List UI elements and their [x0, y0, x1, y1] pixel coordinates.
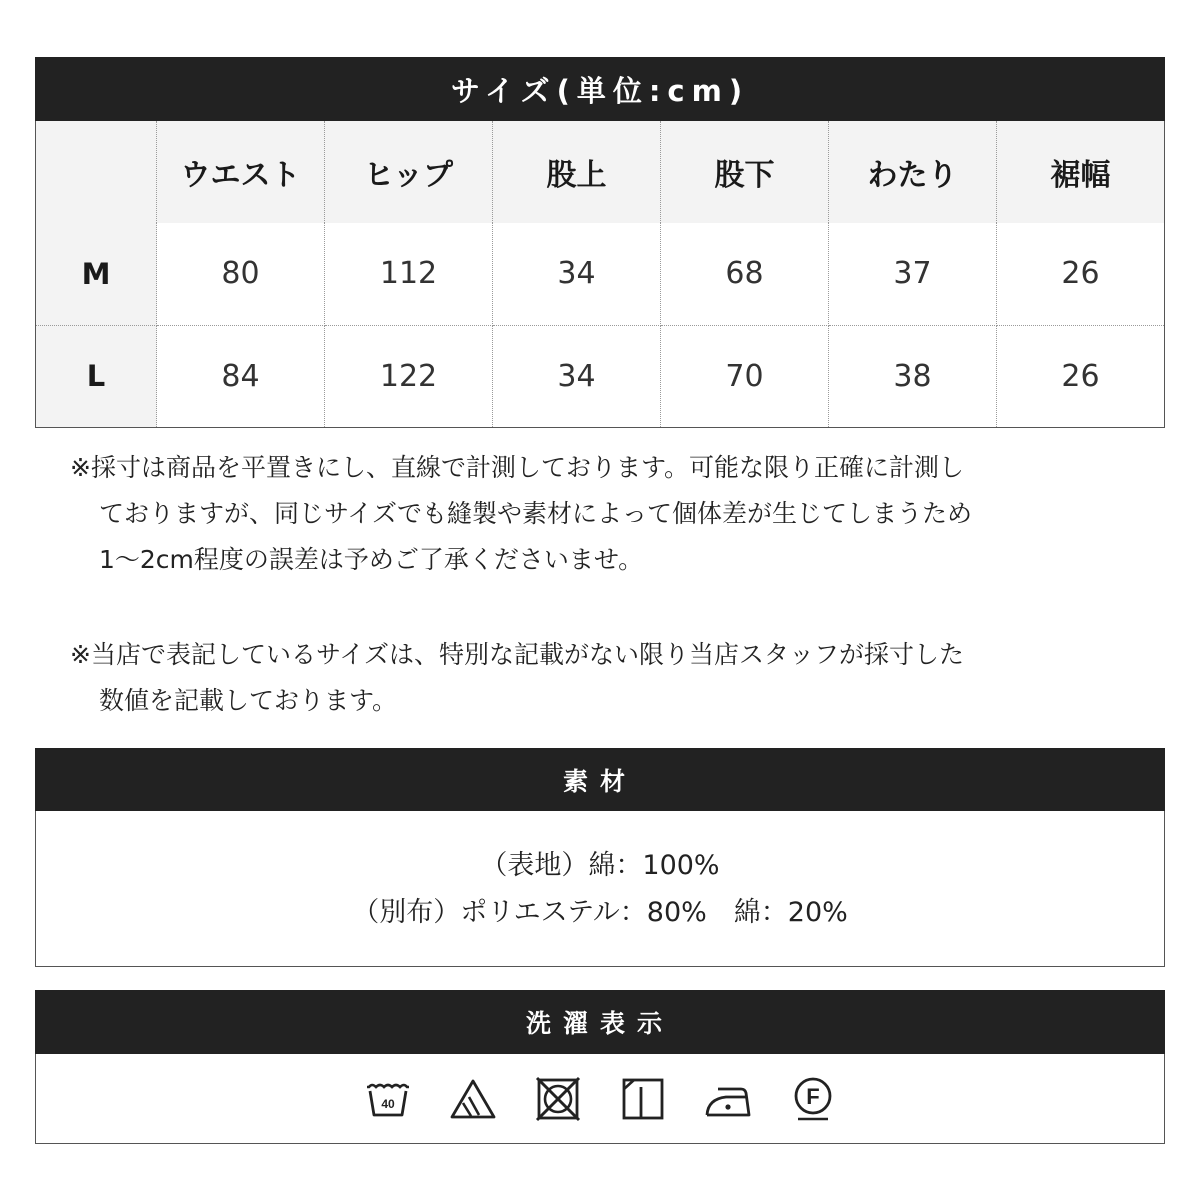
table-row: [36, 223, 1165, 325]
table-cell: 70: [661, 325, 829, 427]
table-cell: 84: [157, 325, 325, 427]
no-tumble-dry-icon: [534, 1075, 582, 1123]
dry-clean-solvent-label: F: [805, 1083, 820, 1109]
iron-low-icon: [704, 1075, 752, 1123]
care-symbols: [35, 1054, 1165, 1144]
material-box: [35, 811, 1165, 967]
table-cell: 122: [325, 325, 493, 427]
header-hip: ヒップ: [325, 121, 493, 223]
note-line: ※採寸は商品を平置きにし、直線で計測しております。可能な限り正確に計測し: [70, 453, 964, 482]
header-rise: 股上: [493, 121, 661, 223]
header-corner: [36, 121, 157, 223]
material-section-header: [35, 748, 1165, 811]
size-section-header: [35, 57, 1165, 121]
table-cell: 112: [325, 223, 493, 325]
line-dry-shade-icon: [619, 1075, 667, 1123]
wash-temperature-label: 40: [380, 1096, 395, 1111]
size-label: M: [36, 223, 157, 325]
note-line: 1～2cm程度の誤差は予めご了承くださいませ。: [99, 545, 644, 574]
size-label: L: [36, 325, 157, 427]
dry-clean-f-icon: [789, 1075, 837, 1123]
oxygen-bleach-icon: [449, 1075, 497, 1123]
table-row: [36, 325, 1165, 427]
table-cell: 34: [493, 223, 661, 325]
care-section-header: [35, 990, 1165, 1054]
size-section-title: サイズ(単位:cm): [450, 73, 750, 108]
header-waist: ウエスト: [157, 121, 325, 223]
header-thigh: わたり: [829, 121, 997, 223]
note-line: ておりますが、同じサイズでも縫製や素材によって個体差が生じてしまうため: [99, 499, 973, 528]
material-section-title: 素材: [562, 766, 637, 796]
size-table: [35, 121, 1165, 428]
header-inseam: 股下: [661, 121, 829, 223]
table-cell: 68: [661, 223, 829, 325]
measurement-note: [70, 445, 1140, 583]
care-section-title: 洗濯表示: [525, 1009, 674, 1038]
table-cell: 26: [1061, 358, 1100, 394]
table-cell: 38: [829, 325, 997, 427]
table-cell: 37: [829, 223, 997, 325]
note-line: ※当店で表記しているサイズは、特別な記載がない限り当店スタッフが採寸した: [70, 640, 964, 669]
size-source-note: [70, 632, 1140, 724]
wash-40-icon: [364, 1075, 412, 1123]
note-line: 数値を記載しております。: [99, 686, 398, 715]
header-hem-width: 裾幅: [997, 121, 1165, 223]
size-table-header-row: [36, 121, 1165, 223]
table-cell: 34: [493, 325, 661, 427]
table-cell: 26: [997, 223, 1165, 325]
table-cell: 80: [157, 223, 325, 325]
material-line: （別布）ポリエステル：80% 綿：20%: [352, 896, 848, 928]
material-line: （表地）綿：100%: [480, 849, 720, 881]
